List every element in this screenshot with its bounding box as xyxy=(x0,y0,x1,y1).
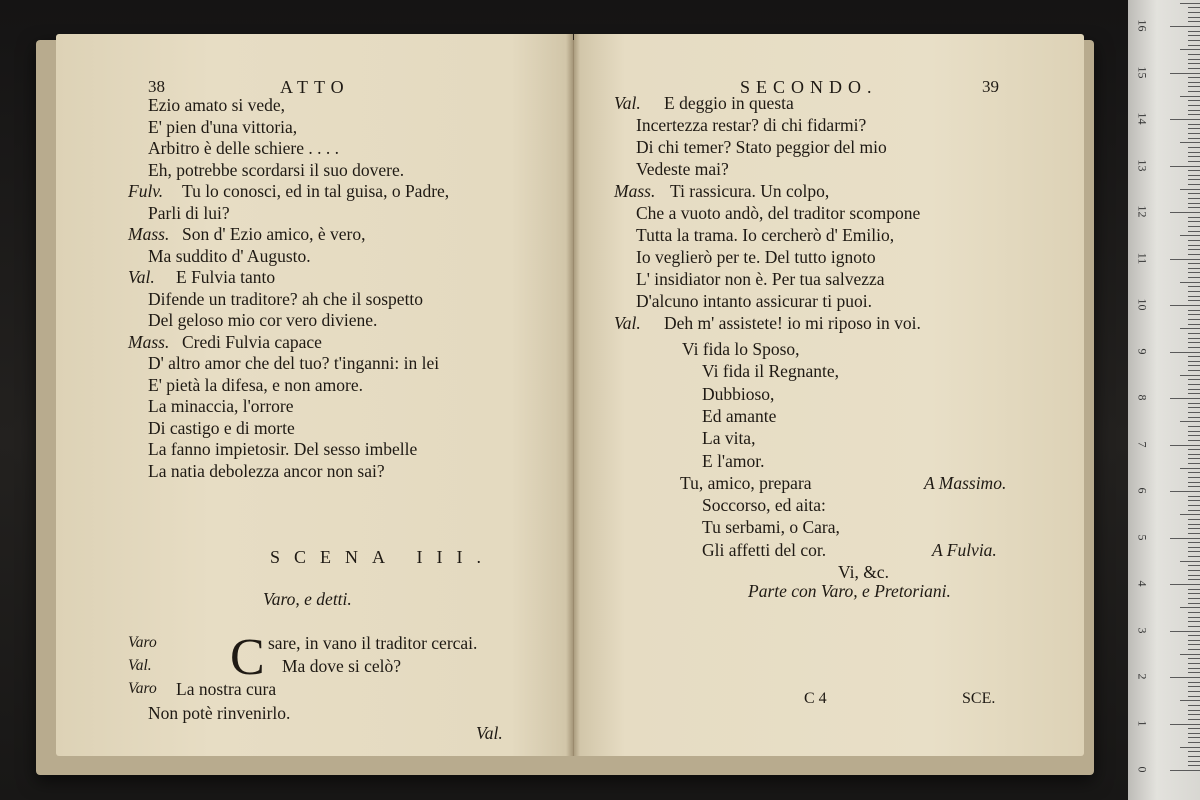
ruler-tick xyxy=(1180,654,1200,655)
ruler-tick xyxy=(1188,100,1200,101)
ruler-tick xyxy=(1188,152,1200,153)
ruler-tick xyxy=(1188,547,1200,548)
verse-line: E Fulvia tanto xyxy=(176,267,276,287)
ruler-tick xyxy=(1180,189,1200,190)
speaker-label: Varo xyxy=(128,634,157,651)
verse-line: Parli di lui? xyxy=(148,202,230,223)
ruler-tick xyxy=(1170,166,1200,167)
ruler-tick xyxy=(1188,593,1200,594)
ruler-tick xyxy=(1188,719,1200,720)
verse-line: E deggio in questa xyxy=(664,93,794,113)
ruler-tick xyxy=(1188,286,1200,287)
ruler-number: 2 xyxy=(1135,673,1150,680)
ruler-tick xyxy=(1188,156,1200,157)
ruler-tick xyxy=(1188,240,1200,241)
ruler-tick xyxy=(1188,82,1200,83)
ruler-tick xyxy=(1188,184,1200,185)
ruler-tick xyxy=(1188,361,1200,362)
page-number: 38 xyxy=(148,77,165,96)
ruler-number: 15 xyxy=(1135,66,1150,78)
signature-mark: C 4 xyxy=(804,690,827,707)
ruler-tick xyxy=(1188,63,1200,64)
ruler-tick xyxy=(1188,668,1200,669)
ruler-tick xyxy=(1188,472,1200,473)
aria-line: Tu, amico, prepara xyxy=(680,472,812,493)
speaker-label: Val. xyxy=(128,267,155,287)
aria-line: Soccorso, ed aita: xyxy=(702,495,826,516)
verse-line: Incertezza restar? di chi fidarmi? xyxy=(636,115,867,135)
ruler-tick xyxy=(1180,514,1200,515)
ruler-tick xyxy=(1188,231,1200,232)
ruler-tick xyxy=(1188,105,1200,106)
ruler-tick xyxy=(1180,142,1200,143)
ruler-tick xyxy=(1188,496,1200,497)
ruler-tick xyxy=(1180,282,1200,283)
ruler-tick xyxy=(1188,91,1200,92)
ruler-tick xyxy=(1188,59,1200,60)
speaker-label: Mass. xyxy=(128,224,170,244)
verse-line: Difende un traditore? ah che il sospetto xyxy=(148,288,424,309)
ruler-tick xyxy=(1188,170,1200,171)
ruler-tick xyxy=(1170,631,1200,632)
ruler-tick xyxy=(1188,621,1200,622)
aria-line: Vi, &c. xyxy=(838,562,889,582)
ruler-tick xyxy=(1188,249,1200,250)
ruler-tick xyxy=(1188,203,1200,204)
ruler-tick xyxy=(1180,747,1200,748)
ruler-tick xyxy=(1188,21,1200,22)
ruler-tick xyxy=(1188,682,1200,683)
ruler-tick xyxy=(1188,384,1200,385)
ruler-tick xyxy=(1188,575,1200,576)
ruler-tick xyxy=(1188,482,1200,483)
dialogue-line: Ma dove si celò? xyxy=(282,656,402,676)
ruler-tick xyxy=(1188,161,1200,162)
ruler-tick xyxy=(1188,412,1200,413)
ruler-tick xyxy=(1170,398,1200,399)
verse-line: Ma suddito d' Augusto. xyxy=(148,245,311,266)
ruler-tick xyxy=(1188,635,1200,636)
ruler-tick xyxy=(1170,352,1200,353)
ruler-number: 3 xyxy=(1135,627,1150,633)
ruler-tick xyxy=(1188,226,1200,227)
catchword: SCE. xyxy=(962,690,996,707)
ruler-tick xyxy=(1188,314,1200,315)
ruler-number: 4 xyxy=(1135,580,1150,587)
ruler-tick xyxy=(1170,538,1200,539)
verse-line: Son d' Ezio amico, è vero, xyxy=(182,224,366,244)
ruler-tick xyxy=(1170,119,1200,120)
ruler-tick xyxy=(1188,551,1200,552)
ruler-tick xyxy=(1188,449,1200,450)
verse-line: Ezio amato si vede, xyxy=(148,95,286,115)
ruler-tick xyxy=(1188,742,1200,743)
ruler-tick xyxy=(1188,147,1200,148)
ruler-tick xyxy=(1188,733,1200,734)
ruler-tick xyxy=(1188,68,1200,69)
verse-line: Di chi temer? Stato peggior del mio xyxy=(636,137,887,157)
verse-line: La minaccia, l'orrore xyxy=(148,396,294,416)
ruler-tick xyxy=(1188,54,1200,55)
aria-line: Vi fida il Regnante, xyxy=(702,361,839,382)
ruler-tick xyxy=(1170,26,1200,27)
ruler-tick xyxy=(1188,598,1200,599)
left-page xyxy=(56,34,573,756)
ruler-tick xyxy=(1188,114,1200,115)
ruler-number: 1 xyxy=(1135,720,1150,726)
dialogue-line: sare, in vano il traditor cercai. xyxy=(268,633,478,653)
verse-line: L' insidiator non è. Per tua salvezza xyxy=(636,269,885,289)
ruler-tick xyxy=(1170,584,1200,585)
ruler-tick xyxy=(1188,686,1200,687)
ruler-number: 12 xyxy=(1135,205,1150,218)
verse-line: Di castigo e di morte xyxy=(148,417,295,438)
ruler-tick xyxy=(1170,305,1200,306)
aria-line: Ed amante xyxy=(702,405,777,426)
ruler-tick xyxy=(1188,389,1200,390)
ruler-tick xyxy=(1180,328,1200,329)
verse-line: E' pietà la difesa, e non amore. xyxy=(148,374,364,395)
stage-direction: A Fulvia. xyxy=(932,539,997,560)
ruler-tick xyxy=(1188,393,1200,394)
ruler-tick xyxy=(1188,221,1200,222)
ruler-tick xyxy=(1170,212,1200,213)
ruler-tick xyxy=(1188,193,1200,194)
verse-line: Tutta la trama. Io cercherò d' Emilio, xyxy=(636,225,895,245)
ruler-tick xyxy=(1180,421,1200,422)
book-gutter xyxy=(566,34,580,756)
ruler-number: 9 xyxy=(1135,348,1150,354)
ruler-tick xyxy=(1188,263,1200,264)
ruler-tick xyxy=(1188,500,1200,501)
ruler-tick xyxy=(1188,347,1200,348)
ruler-tick xyxy=(1188,454,1200,455)
ruler-tick xyxy=(1188,300,1200,301)
ruler-tick xyxy=(1188,379,1200,380)
ruler-tick xyxy=(1188,40,1200,41)
ruler-number: 14 xyxy=(1135,112,1150,125)
ruler-tick xyxy=(1180,607,1200,608)
verse-line: Che a vuoto andò, del traditor scompone xyxy=(636,203,921,223)
ruler-tick xyxy=(1188,570,1200,571)
verse-line: E' pien d'una vittoria, xyxy=(148,116,298,137)
verse-line: La fanno impietosir. Del sesso imbelle xyxy=(148,439,418,459)
ruler-tick xyxy=(1188,77,1200,78)
right-page xyxy=(574,34,1084,756)
ruler-tick xyxy=(1188,510,1200,511)
ruler-tick xyxy=(1188,417,1200,418)
ruler-tick xyxy=(1188,728,1200,729)
verse-line: Ti rassicura. Un colpo, xyxy=(670,181,830,201)
verse-line: Credi Fulvia capace xyxy=(182,331,322,352)
ruler-tick xyxy=(1188,612,1200,613)
exit-direction: Parte con Varo, e Pretoriani. xyxy=(748,581,951,601)
verse-line: Tu lo conosci, ed in tal guisa, o Padre, xyxy=(182,181,450,201)
ruler-tick xyxy=(1188,133,1200,134)
speaker-label: Fulv. xyxy=(128,181,164,201)
ruler-tick xyxy=(1188,617,1200,618)
ruler-tick xyxy=(1188,138,1200,139)
ruler-tick xyxy=(1170,770,1200,771)
ruler-tick xyxy=(1188,477,1200,478)
verse-line: Del geloso mio cor vero diviene. xyxy=(148,310,378,330)
ruler-tick xyxy=(1188,175,1200,176)
speaker-label: Mass. xyxy=(614,181,656,201)
ruler-tick xyxy=(1188,217,1200,218)
ruler-number: 16 xyxy=(1135,19,1150,32)
ruler-tick xyxy=(1188,528,1200,529)
ruler-tick xyxy=(1188,342,1200,343)
ruler-tick xyxy=(1188,705,1200,706)
ruler-tick xyxy=(1188,296,1200,297)
ruler-tick xyxy=(1188,714,1200,715)
ruler-tick xyxy=(1188,691,1200,692)
ruler-tick xyxy=(1188,31,1200,32)
ruler-number: 5 xyxy=(1135,534,1150,540)
ruler-tick xyxy=(1188,365,1200,366)
ruler-tick xyxy=(1188,179,1200,180)
ruler-tick xyxy=(1180,96,1200,97)
ruler-tick xyxy=(1188,696,1200,697)
ruler-tick xyxy=(1188,579,1200,580)
ruler-tick xyxy=(1188,524,1200,525)
dialogue-line: La nostra cura xyxy=(176,679,277,699)
ruler-tick xyxy=(1188,486,1200,487)
ruler-tick xyxy=(1188,198,1200,199)
ruler-tick xyxy=(1188,338,1200,339)
verse-line: D' altro amor che del tuo? t'inganni: in lei xyxy=(148,353,440,373)
ruler-tick xyxy=(1180,235,1200,236)
ruler-tick xyxy=(1188,333,1200,334)
ruler-tick xyxy=(1188,626,1200,627)
ruler-tick xyxy=(1188,640,1200,641)
ruler-tick xyxy=(1188,765,1200,766)
speaker-label: Varo xyxy=(128,680,157,697)
aria-line: Vi fida lo Sposo, xyxy=(682,339,800,359)
ruler-tick xyxy=(1188,603,1200,604)
ruler-tick xyxy=(1188,431,1200,432)
ruler-tick xyxy=(1188,426,1200,427)
drop-cap: C xyxy=(230,629,265,686)
ruler-tick xyxy=(1188,505,1200,506)
ruler-tick xyxy=(1188,17,1200,18)
ruler-tick xyxy=(1188,35,1200,36)
ruler-tick xyxy=(1188,407,1200,408)
ruler-tick xyxy=(1188,458,1200,459)
ruler-tick xyxy=(1188,324,1200,325)
ruler-tick xyxy=(1188,272,1200,273)
verse-line: Eh, potrebbe scordarsi il suo dovere. xyxy=(148,159,405,180)
verse-line: Deh m' assistete! io mi riposo in voi. xyxy=(664,313,921,333)
verse-line: Io veglierò per te. Del tutto ignoto xyxy=(636,247,876,267)
ruler-tick xyxy=(1170,724,1200,725)
measuring-ruler xyxy=(1128,0,1200,800)
ruler-tick xyxy=(1188,533,1200,534)
ruler-number: 8 xyxy=(1135,394,1150,401)
ruler-tick xyxy=(1180,561,1200,562)
ruler-tick xyxy=(1180,700,1200,701)
aria-line: Gli affetti del cor. xyxy=(702,539,827,560)
ruler-tick xyxy=(1188,268,1200,269)
ruler-tick xyxy=(1188,761,1200,762)
verse-line: Arbitro è delle schiere . . . . xyxy=(148,138,339,158)
ruler-tick xyxy=(1188,356,1200,357)
ruler-tick xyxy=(1188,519,1200,520)
ruler-number: 13 xyxy=(1135,159,1150,171)
ruler-tick xyxy=(1188,245,1200,246)
ruler-tick xyxy=(1188,589,1200,590)
ruler-tick xyxy=(1188,663,1200,664)
ruler-tick xyxy=(1188,658,1200,659)
ruler-tick xyxy=(1180,468,1200,469)
ruler-tick xyxy=(1188,124,1200,125)
scene-title: SCENA III. xyxy=(270,547,495,567)
dialogue-line: Non potè rinvenirlo. xyxy=(148,703,291,723)
ruler-tick xyxy=(1188,86,1200,87)
ruler-tick xyxy=(1188,565,1200,566)
ruler-tick xyxy=(1188,542,1200,543)
ruler-tick xyxy=(1188,12,1200,13)
verse-line: La natia debolezza ancor non sai? xyxy=(148,460,385,481)
speaker-label: Val. xyxy=(614,93,641,113)
ruler-tick xyxy=(1188,435,1200,436)
ruler-tick xyxy=(1188,291,1200,292)
ruler-number: 7 xyxy=(1135,441,1150,447)
speaker-label: Val. xyxy=(128,657,152,674)
speaker-label: Mass. xyxy=(128,331,170,352)
scene-cast: Varo, e detti. xyxy=(263,589,352,609)
aria-line: Dubbioso, xyxy=(702,383,775,404)
ruler-tick xyxy=(1188,672,1200,673)
ruler-tick xyxy=(1188,45,1200,46)
ruler-tick xyxy=(1188,277,1200,278)
ruler-tick xyxy=(1180,375,1200,376)
ruler-tick xyxy=(1188,649,1200,650)
ruler-tick xyxy=(1188,7,1200,8)
ruler-tick xyxy=(1170,259,1200,260)
ruler-tick xyxy=(1188,370,1200,371)
ruler-tick xyxy=(1188,710,1200,711)
running-head: ATTO xyxy=(280,77,350,97)
running-head: SECONDO. xyxy=(740,77,878,97)
catchword: Val. xyxy=(476,723,503,743)
page-number: 39 xyxy=(982,77,999,96)
ruler-tick xyxy=(1180,49,1200,50)
stage-direction: A Massimo. xyxy=(924,472,1007,493)
ruler-tick xyxy=(1170,73,1200,74)
ruler-tick xyxy=(1188,310,1200,311)
ruler-tick xyxy=(1188,128,1200,129)
ruler-tick xyxy=(1188,644,1200,645)
ruler-number: 6 xyxy=(1135,487,1150,494)
ruler-tick xyxy=(1188,319,1200,320)
aria-line: Tu serbami, o Cara, xyxy=(702,517,840,538)
ruler-tick xyxy=(1180,3,1200,4)
ruler-tick xyxy=(1188,403,1200,404)
speaker-label: Val. xyxy=(614,313,641,333)
verse-line: Vedeste mai? xyxy=(636,159,729,179)
ruler-number: 11 xyxy=(1135,252,1150,264)
ruler-tick xyxy=(1188,254,1200,255)
ruler-tick xyxy=(1188,110,1200,111)
ruler-tick xyxy=(1188,756,1200,757)
ruler-number: 10 xyxy=(1135,298,1150,311)
ruler-tick xyxy=(1188,463,1200,464)
ruler-tick xyxy=(1170,677,1200,678)
ruler-tick xyxy=(1188,737,1200,738)
verse-line: D'alcuno intanto assicurar ti puoi. xyxy=(636,291,872,311)
ruler-number: 0 xyxy=(1135,766,1150,773)
ruler-tick xyxy=(1170,445,1200,446)
aria-line: La vita, xyxy=(702,428,756,449)
ruler-tick xyxy=(1188,207,1200,208)
ruler-tick xyxy=(1170,491,1200,492)
aria-line: E l'amor. xyxy=(702,450,765,471)
ruler-tick xyxy=(1188,751,1200,752)
ruler-tick xyxy=(1188,440,1200,441)
ruler-tick xyxy=(1188,556,1200,557)
